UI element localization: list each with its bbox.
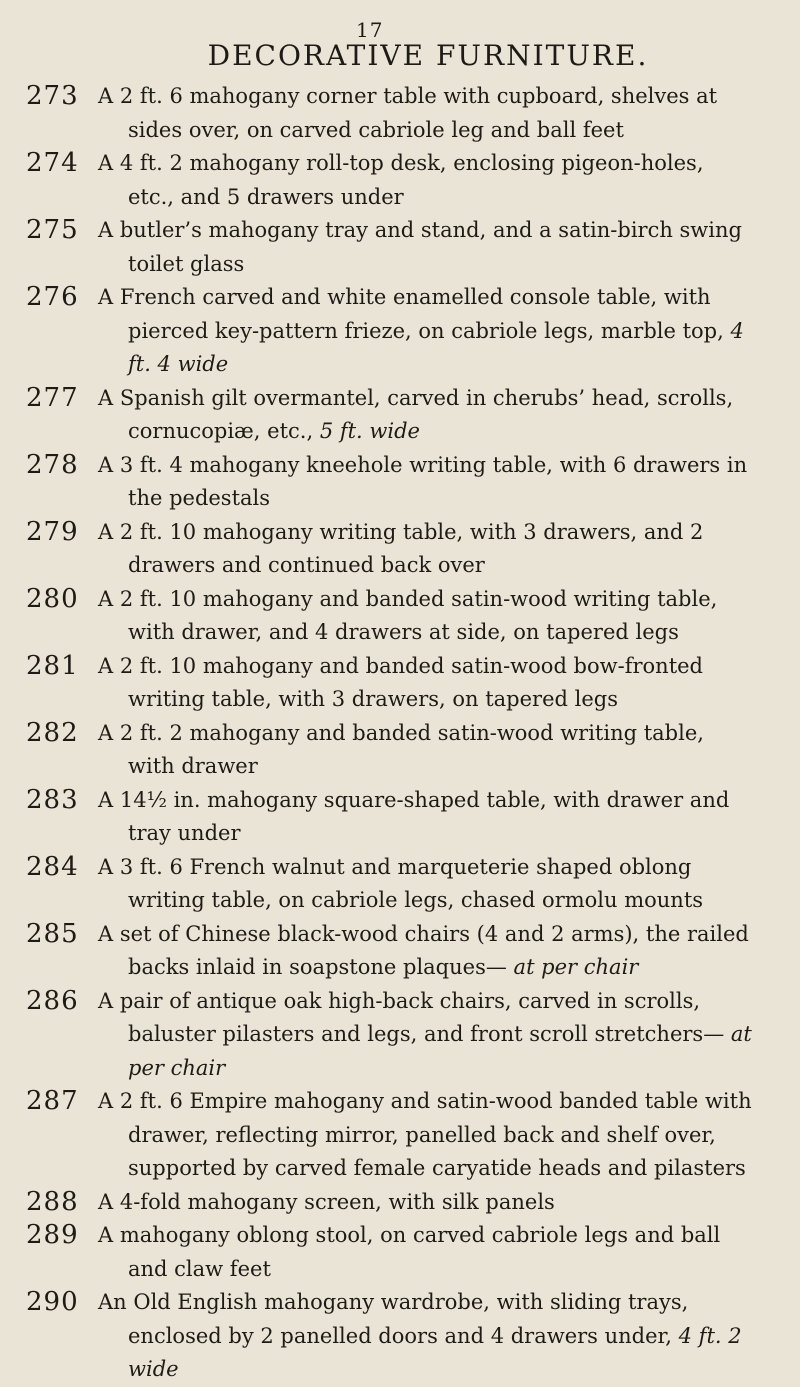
lot-entry [0,214,800,281]
lot-entry [0,147,800,214]
lot-number: 288 [26,1186,79,1217]
lot-description-text: A 4 ft. 2 mahogany roll-top desk, enclosing pigeon-holes, etc., and 5 drawers under [98,151,704,209]
lot-description [98,717,754,784]
lot-description-text: A 3 ft. 6 French walnut and marqueterie shaped oblong writing table, on cabriole legs, chased ormolu mounts [98,854,704,912]
lot-description-italic: at per chair [513,955,639,979]
lot-number: 283 [26,784,79,815]
lot-description [98,382,754,449]
lot-description-text: A 4-fold mahogany screen, with silk panels [98,1189,555,1214]
lot-description-text: A 2 ft. 10 mahogany and banded satin-wood bow-fronted writing table, with 3 drawers, on tapered legs [98,653,704,711]
lot-number: 273 [26,81,79,111]
lot-number: 284 [26,851,79,882]
lot-description [98,985,754,1086]
lot-description-text: A 3 ft. 4 mahogany kneehole writing table, with 6 drawers in the pedestals [98,452,748,510]
lot-description-text: A 14½ in. mahogany square-shaped table, with drawer and tray under [98,787,730,845]
lot-description-text: A 2 ft. 10 mahogany and banded satin-wood writing table, with drawer, and 4 drawers at side, on tapered legs [98,586,718,644]
lot-number: 289 [26,1220,79,1250]
lot-description-italic: at per chair [128,1022,752,1080]
lot-description [98,918,754,985]
lot-description [98,784,754,851]
lot-description-text: A French carved and white enamelled console table, with pierced key-pattern frieze, on cabriole legs, marble top, [98,285,724,343]
lot-entry [0,918,800,985]
lot-description-italic: 4 ft. 2 wide [128,1323,742,1381]
lot-description-text: A mahogany oblong stool, on carved cabriole legs and ball and claw feet [98,1223,721,1281]
lot-description-text: A 2 ft. 6 Empire mahogany and satin-wood banded table with drawer, reflecting mirror, panelled back and shelf over, supported by carved female caryatide heads and pilasters [98,1089,752,1180]
lot-description-text: A Spanish gilt overmantel, carved in cherubs’ head, scrolls, cornucopiæ, etc., [98,385,734,443]
lot-entry [0,1186,800,1220]
lot-entry [0,1219,800,1286]
lot-description [98,650,754,717]
lot-entry [0,985,800,1086]
lot-number: 287 [26,1086,79,1116]
lot-entry [0,382,800,449]
lot-description [98,1219,754,1286]
lot-description [98,851,754,918]
lot-number: 290 [26,1287,79,1317]
lot-description-text: A 2 ft. 6 mahogany corner table with cupboard, shelves at sides over, on carved cabriole leg and ball feet [98,84,718,142]
lot-number: 278 [26,449,79,480]
lot-number: 276 [26,282,79,312]
lot-number: 275 [26,215,79,245]
lot-entry [0,281,800,382]
lot-number: 285 [26,918,79,949]
lot-description-text: A set of Chinese black-wood chairs (4 and 2 arms), the railed backs inlaid in soapstone plaques— [98,921,749,979]
lot-number: 274 [26,148,79,178]
lot-number: 282 [26,717,79,748]
lot-description-italic: 4 ft. 4 wide [128,318,744,376]
lot-description-text: A butler’s mahogany tray and stand, and a satin-birch swing toilet glass [98,218,742,276]
lot-list [0,80,800,1387]
lot-description-text: An Old English mahogany wardrobe, with sliding trays, enclosed by 2 panelled doors and 4 drawers under, [98,1290,689,1348]
lot-entry [0,1286,800,1387]
lot-description [98,583,754,650]
lot-number: 280 [26,583,79,614]
page-number: 17 [356,18,384,42]
lot-description [98,449,754,516]
lot-description-text: A 2 ft. 10 mahogany writing table, with 3 drawers, and 2 drawers and continued back over [98,519,704,577]
lot-description [98,1286,754,1387]
lot-entry [0,516,800,583]
lot-entry [0,717,800,784]
lot-description-text: A pair of antique oak high-back chairs, carved in scrolls, baluster pilasters and legs, and front scroll stretchers— [98,988,725,1046]
lot-number: 277 [26,382,79,413]
lot-description-text: A 2 ft. 2 mahogany and banded satin-wood writing table, with drawer [98,720,704,778]
lot-description [98,147,754,214]
lot-number: 281 [26,650,79,681]
lot-description [98,80,754,147]
lot-entry [0,1085,800,1186]
lot-description [98,281,754,382]
lot-description [98,1085,754,1186]
lot-description-italic: 5 ft. wide [319,419,420,443]
lot-number: 279 [26,516,79,547]
lot-entry [0,784,800,851]
lot-entry [0,851,800,918]
lot-description [98,1186,754,1220]
lot-number: 286 [26,985,79,1016]
lot-entry [0,650,800,717]
lot-entry [0,80,800,147]
lot-entry [0,583,800,650]
section-title: DECORATIVE FURNITURE. [207,39,649,72]
lot-description [98,214,754,281]
lot-entry [0,449,800,516]
lot-description [98,516,754,583]
